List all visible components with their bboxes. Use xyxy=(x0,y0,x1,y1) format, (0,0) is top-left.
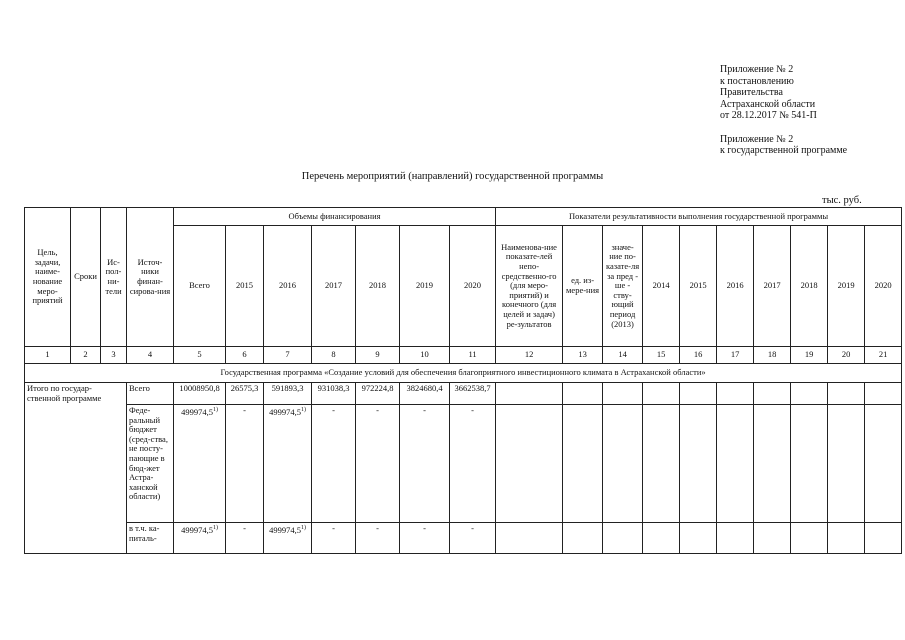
header-funding-col: 2016 xyxy=(264,226,312,347)
source-cell: Феде-ральный бюджет (сред-ства, не посту-пающие в бюд-жет Астра-ханской области) xyxy=(127,405,174,523)
value-cell: 931038,3 xyxy=(312,383,356,405)
empty-cell xyxy=(865,405,902,523)
header-indicator-year: 2016 xyxy=(717,226,754,347)
empty-cell xyxy=(791,523,828,554)
value-cell: - xyxy=(312,523,356,554)
header-indicator-year: 2018 xyxy=(791,226,828,347)
column-number: 14 xyxy=(603,347,643,364)
footnote-mark: 1) xyxy=(212,407,218,413)
header-terms: Сроки xyxy=(71,208,101,347)
empty-cell xyxy=(680,523,717,554)
empty-cell xyxy=(563,383,603,405)
value-cell: - xyxy=(226,523,264,554)
column-number: 1 xyxy=(25,347,71,364)
appendix-line: к государственной программе xyxy=(720,145,848,156)
value-cell: 591893,3 xyxy=(264,383,312,405)
empty-cell xyxy=(828,405,865,523)
header-funding-col: Всего xyxy=(174,226,226,347)
empty-cell xyxy=(754,405,791,523)
empty-cell xyxy=(496,405,563,523)
value-cell: - xyxy=(450,405,496,523)
empty-cell xyxy=(603,405,643,523)
value-cell: - xyxy=(356,523,400,554)
column-number: 7 xyxy=(264,347,312,364)
value-cell: 3824680,4 xyxy=(400,383,450,405)
header-funding-col: 2017 xyxy=(312,226,356,347)
column-number: 19 xyxy=(791,347,828,364)
column-number: 3 xyxy=(101,347,127,364)
empty-cell xyxy=(563,523,603,554)
empty-cell xyxy=(643,383,680,405)
column-number: 5 xyxy=(174,347,226,364)
column-number: 4 xyxy=(127,347,174,364)
appendix-line: Приложение № 2 xyxy=(720,133,794,145)
appendix-line: Правительства xyxy=(720,87,783,98)
header-indicator-year: 2020 xyxy=(865,226,902,347)
empty-cell xyxy=(717,523,754,554)
column-number: 12 xyxy=(496,347,563,364)
header-indicator-year: 2019 xyxy=(828,226,865,347)
column-number: 10 xyxy=(400,347,450,364)
column-number: 21 xyxy=(865,347,902,364)
value-cell: 499974,5$^{1)}$ xyxy=(264,523,312,554)
column-number: 20 xyxy=(828,347,865,364)
empty-cell xyxy=(680,383,717,405)
header-indicator-year: 2014 xyxy=(643,226,680,347)
program-title-row: Государственная программа «Создание условий для обеспечения благоприятного инвестиционного климата в Астраханской области» xyxy=(25,364,902,383)
source-cell: Всего xyxy=(127,383,174,405)
empty-cell xyxy=(680,405,717,523)
header-indicators-group: Показатели результативности выполнения государственной программы xyxy=(496,208,902,226)
column-number: 8 xyxy=(312,347,356,364)
value-cell: 10008950,8 xyxy=(174,383,226,405)
header-funding-col: 2019 xyxy=(400,226,450,347)
appendix-line: к постановлению xyxy=(720,75,794,87)
empty-cell xyxy=(828,383,865,405)
empty-cell xyxy=(496,383,563,405)
column-number: 9 xyxy=(356,347,400,364)
column-number: 11 xyxy=(450,347,496,364)
value-cell: - xyxy=(226,405,264,523)
value-cell: 26575,3 xyxy=(226,383,264,405)
column-number: 17 xyxy=(717,347,754,364)
document-title: Перечень мероприятий (направлений) государственной программы xyxy=(301,171,604,182)
header-source: Источ-ники финан-сирова-ния xyxy=(127,208,174,347)
header-indicator-name: Наименова-ние показате-лей непо-средственно-го (для меро-приятий) и конечного (для целей и задач) ре-зультатов xyxy=(496,226,563,347)
empty-cell xyxy=(754,383,791,405)
appendix-block xyxy=(720,64,847,157)
empty-cell xyxy=(828,523,865,554)
value-cell: 972224,8 xyxy=(356,383,400,405)
empty-cell xyxy=(496,523,563,554)
value-cell: 499974,5$^{1)}$ xyxy=(174,405,226,523)
empty-cell xyxy=(603,383,643,405)
header-indicator-year: 2015 xyxy=(680,226,717,347)
empty-cell xyxy=(865,523,902,554)
column-number: 16 xyxy=(680,347,717,364)
column-number: 18 xyxy=(754,347,791,364)
header-indicator-base: значе-ние по-казате-ля за пред - ше - ству-ющий период (2013) xyxy=(603,226,643,347)
header-funding-col: 2015 xyxy=(226,226,264,347)
empty-cell xyxy=(643,405,680,523)
footnote-mark: 1) xyxy=(212,525,218,531)
empty-cell xyxy=(865,383,902,405)
empty-cell xyxy=(717,383,754,405)
appendix-line: от 28.12.2017 № 541-П xyxy=(720,110,817,121)
value-cell: - xyxy=(312,405,356,523)
header-funding-group: Объемы финансирования xyxy=(174,208,496,226)
header-funding-col: 2020 xyxy=(450,226,496,347)
value-cell: 3662538,7 xyxy=(450,383,496,405)
empty-cell xyxy=(717,405,754,523)
source-cell: в т.ч. ка-питаль- xyxy=(127,523,174,554)
column-number: 13 xyxy=(563,347,603,364)
empty-cell xyxy=(643,523,680,554)
measures-table xyxy=(24,207,902,554)
empty-cell xyxy=(563,405,603,523)
value-cell: 499974,5$^{1)}$ xyxy=(174,523,226,554)
appendix-line: Астраханской области xyxy=(720,98,816,110)
empty-cell xyxy=(791,383,828,405)
footnote-mark: 1) xyxy=(300,407,306,413)
header-funding-col: 2018 xyxy=(356,226,400,347)
value-cell: - xyxy=(356,405,400,523)
empty-cell xyxy=(754,523,791,554)
value-cell: - xyxy=(400,405,450,523)
empty-cell xyxy=(791,405,828,523)
header-executors: Ис-пол-ни-тели xyxy=(101,208,127,347)
footnote-mark: 1) xyxy=(300,525,306,531)
value-cell: - xyxy=(450,523,496,554)
header-goal: Цель, задачи, наиме-нование меро-приятий xyxy=(25,208,71,347)
header-indicator-unit: ед. из-мере-ния xyxy=(563,226,603,347)
value-cell: 499974,5$^{1)}$ xyxy=(264,405,312,523)
appendix-line: Приложение № 2 xyxy=(720,64,794,75)
total-label: Итого по государ-ственной программе xyxy=(25,383,127,554)
header-indicator-year: 2017 xyxy=(754,226,791,347)
empty-cell xyxy=(603,523,643,554)
column-number: 2 xyxy=(71,347,101,364)
column-number: 15 xyxy=(643,347,680,364)
value-cell: - xyxy=(400,523,450,554)
column-number: 6 xyxy=(226,347,264,364)
units-label: тыс. руб. xyxy=(822,195,862,206)
